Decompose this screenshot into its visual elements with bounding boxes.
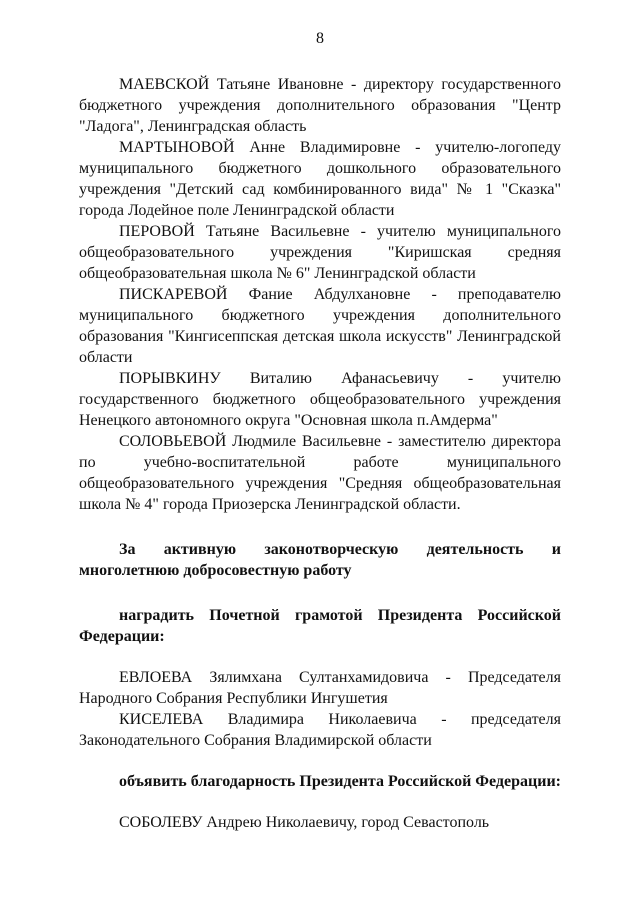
award-reason-heading: За активную законотворческую деятельность и многолетнюю добросовестную работу xyxy=(79,541,561,579)
award-entry: МАЕВСКОЙ Татьяне Ивановне - директору государственного бюджетного учреждения дополнительного образования "Центр "Ладога", Ленинградская область xyxy=(79,76,561,135)
gratitude-heading: объявить благодарность Президента Российской Федерации: xyxy=(119,773,561,790)
gratitude-entry: СОБОЛЕВУ Андрею Николаевичу, город Севастополь xyxy=(119,814,490,831)
award-entry: ПЕРОВОЙ Татьяне Васильевне - учителю муниципального общеобразовательного учреждения "Киришская средняя общеобразовательная школа № 6" Ленинградской области xyxy=(79,223,561,282)
document-body xyxy=(79,74,561,833)
award-entry: КИСЕЛЕВА Владимира Николаевича - председателя Законодательного Собрания Владимирской области xyxy=(79,711,561,749)
page-number: 8 xyxy=(316,30,324,47)
award-entry: ЕВЛОЕВА Зялимхана Султанхамидовича - Председателя Народного Собрания Республики Ингушетия xyxy=(79,669,561,707)
award-entry: МАРТЫНОВОЙ Анне Владимировне - учителю-логопеду муниципального бюджетного дошкольного образовательного учреждения "Детский сад комбинированного вида" № 1 "Сказка" города Лодейное поле Ленинградской области xyxy=(79,139,561,219)
award-entry: ПИСКАРЕВОЙ Фание Абдулхановне - преподавателю муниципального бюджетного учреждения дополнительного образования "Кингисеппская детская школа искусств" Ленинградской области xyxy=(79,286,561,366)
award-entry: ПОРЫВКИНУ Виталию Афанасьевичу - учителю государственного бюджетного общеобразовательного учреждения Ненецкого автономного округа "Основная школа п.Амдерма" xyxy=(79,370,561,429)
award-entry: СОЛОВЬЕВОЙ Людмиле Васильевне - заместителю директора по учебно-воспитательной работе муниципального общеобразовательного учреждения "Средняя общеобразовательная школа № 4" города Приозерска Ленинградской области. xyxy=(79,433,561,513)
award-type-heading: наградить Почетной грамотой Президента Российской Федерации: xyxy=(79,607,561,645)
